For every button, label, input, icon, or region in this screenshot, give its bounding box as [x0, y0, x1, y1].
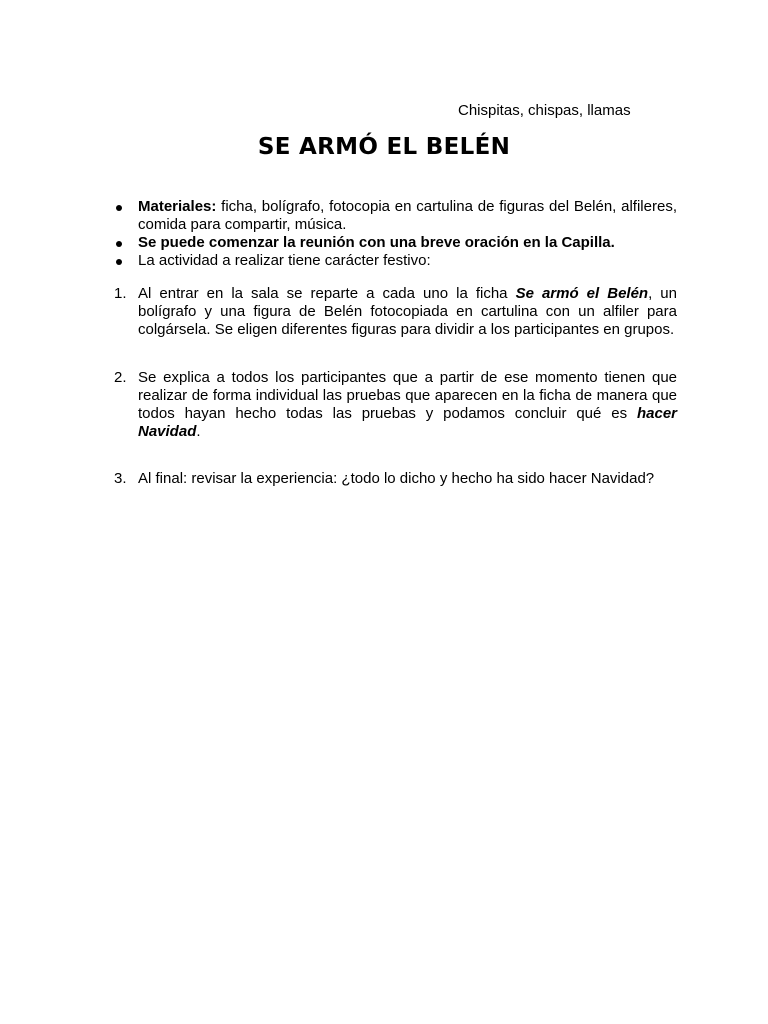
- step-text-part1: Al entrar en la sala se reparte a cada uno la ficha: [138, 285, 516, 302]
- step-text: Al final: revisar la experiencia: ¿todo lo dicho y hecho ha sido hacer Navidad?: [138, 470, 655, 487]
- list-item: [114, 234, 677, 252]
- bullet-list: [114, 198, 677, 270]
- bullet-icon: [116, 241, 122, 247]
- step-number: 3.: [114, 470, 127, 487]
- step-number: 1.: [114, 285, 127, 302]
- page-title-text: SE ARMÓ EL BELÉN: [257, 134, 511, 160]
- series-header: Chispitas, chispas, llamas: [458, 102, 631, 119]
- bullet-icon: [116, 259, 122, 265]
- activity-text: La actividad a realizar tiene carácter festivo:: [138, 252, 431, 269]
- step-emphasis: hacer Navidad: [138, 405, 677, 440]
- step-3: [114, 470, 677, 488]
- step-text-part1: Se explica a todos los participantes que a partir de ese momento tienen que realizar de forma individual las pruebas que aparecen en la ficha de manera que todos hayan hecho todas las pruebas y podamos concluir qué es: [138, 369, 677, 422]
- step-2: [114, 369, 677, 441]
- list-item: [114, 252, 677, 270]
- materials-text: ficha, bolígrafo, fotocopia en cartulina de figuras del Belén, alfileres, comida para compartir, música.: [138, 198, 677, 233]
- page-title: [0, 134, 768, 160]
- step-1: [114, 285, 677, 339]
- step-text-part2: , un bolígrafo y una figura de Belén fotocopiada en cartulina con un alfiler para colgársela. Se eligen diferentes figuras para dividir a los participantes en grupos.: [138, 285, 677, 338]
- step-number: 2.: [114, 369, 127, 386]
- list-item: [114, 198, 677, 234]
- materials-label: Materiales:: [138, 198, 217, 215]
- step-text-part2: .: [196, 423, 201, 440]
- prayer-text: Se puede comenzar la reunión con una breve oración en la Capilla.: [138, 234, 615, 251]
- bullet-icon: [116, 205, 122, 211]
- step-emphasis: Se armó el Belén: [515, 285, 649, 302]
